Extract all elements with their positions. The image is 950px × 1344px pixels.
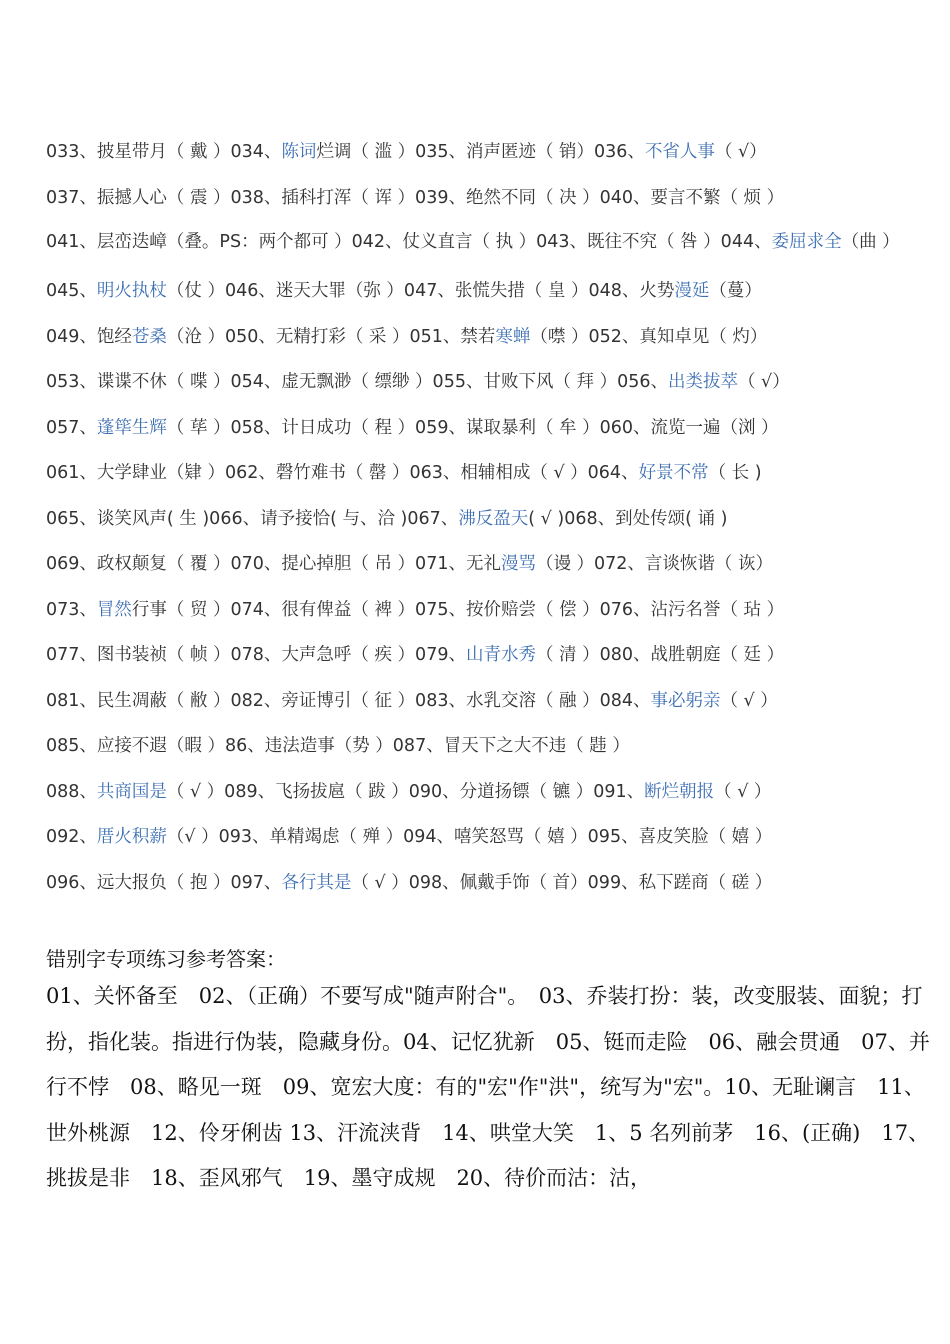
exercise-text: （ 清 ）080、战胜朝庭（ 廷 ）: [535, 645, 785, 665]
highlighted-idiom: 寒蝉: [495, 326, 531, 347]
exercise-line: [46, 279, 916, 303]
exercise-text: （ √）: [737, 372, 790, 392]
exercise-text: （谩 ）072、言谈恢谐（ 诙）: [535, 554, 773, 574]
exercise-line: [46, 734, 916, 758]
exercise-line: [46, 598, 916, 622]
exercise-line: [46, 552, 916, 576]
exercise-line: [46, 461, 916, 485]
highlighted-idiom: 好景不常: [638, 463, 709, 483]
highlighted-idiom: 漫骂: [500, 554, 536, 574]
highlighted-idiom: 厝火积薪: [96, 827, 167, 847]
highlighted-idiom: 委屈求全: [771, 232, 842, 252]
exercise-text: （ 长 ): [708, 463, 762, 483]
exercise-text: 077、图书装祯（ 帧 ）078、大声急呼（ 疾 ）079、: [46, 645, 466, 665]
exercise-line: [46, 825, 916, 849]
exercise-text: 061、大学肆业（肄 ）062、磬竹难书（ 罄 ）063、相辅相成（ √ ）064、: [46, 463, 639, 483]
exercise-text: 069、政权颠复（ 覆 ）070、提心掉胆（ 吊 ）071、无礼: [46, 554, 501, 574]
exercise-text: （ √ ）098、佩戴手饰（ 首）099、私下蹉商（ 磋 ）: [351, 872, 773, 893]
exercise-text: 073、: [46, 599, 97, 620]
exercise-text: （噤 ）052、真知卓见（ 灼）: [530, 326, 768, 347]
exercise-line: [46, 689, 916, 713]
highlighted-idiom: 不省人事: [644, 142, 715, 162]
exercise-text: 037、振撼人心（ 震 ）038、插科打浑（ 诨 ）039、绝然不同（ 决 ）040、要言不繁（ 烦 ）: [46, 187, 785, 208]
highlighted-idiom: 冒然: [96, 599, 132, 620]
exercise-text: （ √ ）089、飞扬拔扈（ 跋 ）090、分道扬镖（ 镳 ）091、: [166, 781, 645, 802]
highlighted-idiom: 沸反盈天: [458, 508, 529, 529]
exercise-text: 045、: [46, 281, 97, 301]
exercise-text: 092、: [46, 827, 97, 847]
highlighted-idiom: 明火执杖: [96, 281, 167, 301]
exercise-line: [46, 643, 916, 667]
exercise-text: 081、民生凋蔽（ 敝 ）082、旁证博引（ 征 ）083、水乳交溶（ 融 ）084、: [46, 690, 651, 711]
exercise-text: （ √ ）: [720, 690, 778, 711]
exercise-line: [46, 325, 916, 349]
exercise-text: （ √）: [714, 142, 767, 162]
exercise-text: （√ ）093、单精竭虑（ 殚 ）094、嘻笑怒骂（ 嬉 ）095、喜皮笑脸（ 嬉 ）: [166, 827, 773, 847]
highlighted-idiom: 共商国是: [96, 781, 167, 802]
highlighted-idiom: 出类拔萃: [667, 372, 738, 392]
exercise-line: [46, 231, 916, 253]
exercise-text: 049、饱经: [46, 326, 132, 347]
exercise-text: （仗 ）046、迷天大罪（弥 ）047、张慌失措（ 皇 ）048、火势: [166, 281, 675, 301]
exercise-line: [46, 370, 916, 394]
exercise-text: 041、层峦迭嶂（叠。PS：两个都可 ）042、仗义直言（ 执 ）043、既往不究（ 咎 ）044、: [46, 232, 772, 252]
highlighted-idiom: 蓬筚生辉: [96, 417, 167, 438]
highlighted-idiom: 山青水秀: [465, 645, 536, 665]
answer-body: 01、关怀备至 02、（正确）不要写成"随声附合"。 03、乔装打扮：装，改变服装、面貌；打扮，指化装。指进行伪装，隐藏身份。04、记忆犹新 05、铤而走险 06、融会贯通 07、并行不悖 08、略见一斑 09、宽宏大度：有的"宏"作"洪"，统写为"宏"。10、无耻谰言 11、世外桃源 12、伶牙俐齿 13、汗流浃背 14、哄堂大笑 1、5 名列前茅 16、(正确) 17、挑拔是非 18、歪风邪气 19、墨守成规 20、待价而沽：沽，: [46, 984, 930, 1190]
exercise-line: [46, 871, 916, 895]
highlighted-idiom: 各行其是: [281, 872, 352, 893]
exercise-text: 085、应接不遐（暇 ）86、违法造事（势 ）087、冒天下之大不违（ 韪 ）: [46, 736, 630, 756]
exercise-text: （沧 ）050、无精打彩（ 采 ）051、禁若: [166, 326, 496, 347]
exercise-text: （曲 ）: [841, 232, 900, 252]
exercise-text: 033、披星带月（ 戴 ）034、: [46, 142, 282, 162]
answer-section: [46, 944, 936, 1202]
exercise-line: [46, 140, 916, 164]
answer-heading: 错别字专项练习参考答案：: [46, 947, 286, 971]
highlighted-idiom: 苍桑: [131, 326, 167, 347]
exercise-text: 065、谈笑风声( 生 )066、请予接恰( 与、洽 )067、: [46, 508, 459, 529]
highlighted-idiom: 陈词: [281, 142, 317, 162]
exercise-text: 096、远大报负（ 抱 ）097、: [46, 872, 282, 893]
exercise-text: （蔓）: [709, 281, 762, 301]
exercise-text: 烂调（ 滥 ）035、消声匿迹（ 销）036、: [316, 142, 645, 162]
exercise-text: （ 荜 ）058、计日成功（ 程 ）059、谋取暴利（ 牟 ）060、流览一遍（浏 ）: [166, 417, 779, 438]
highlighted-idiom: 漫延: [674, 281, 710, 301]
exercise-text: 053、谍谍不休（ 喋 ）054、虚无飘渺（ 缥缈 ）055、甘败下风（ 拜 ）056、: [46, 372, 668, 392]
highlighted-idiom: 事必躬亲: [650, 690, 721, 711]
exercise-list: [46, 140, 916, 916]
exercise-text: 行事（ 贸 ）074、很有俾益（ 裨 ）075、按价赔尝（ 偿 ）076、沾污名誉（ 玷 ）: [131, 599, 785, 620]
highlighted-idiom: 断烂朝报: [644, 781, 715, 802]
exercise-text: 088、: [46, 781, 97, 802]
exercise-line: [46, 507, 916, 531]
exercise-line: [46, 416, 916, 440]
exercise-line: [46, 780, 916, 804]
exercise-line: [46, 186, 916, 210]
exercise-text: 057、: [46, 417, 97, 438]
exercise-text: （ √ ）: [714, 781, 772, 802]
exercise-text: ( √ )068、到处传颂( 诵 ): [528, 508, 728, 529]
